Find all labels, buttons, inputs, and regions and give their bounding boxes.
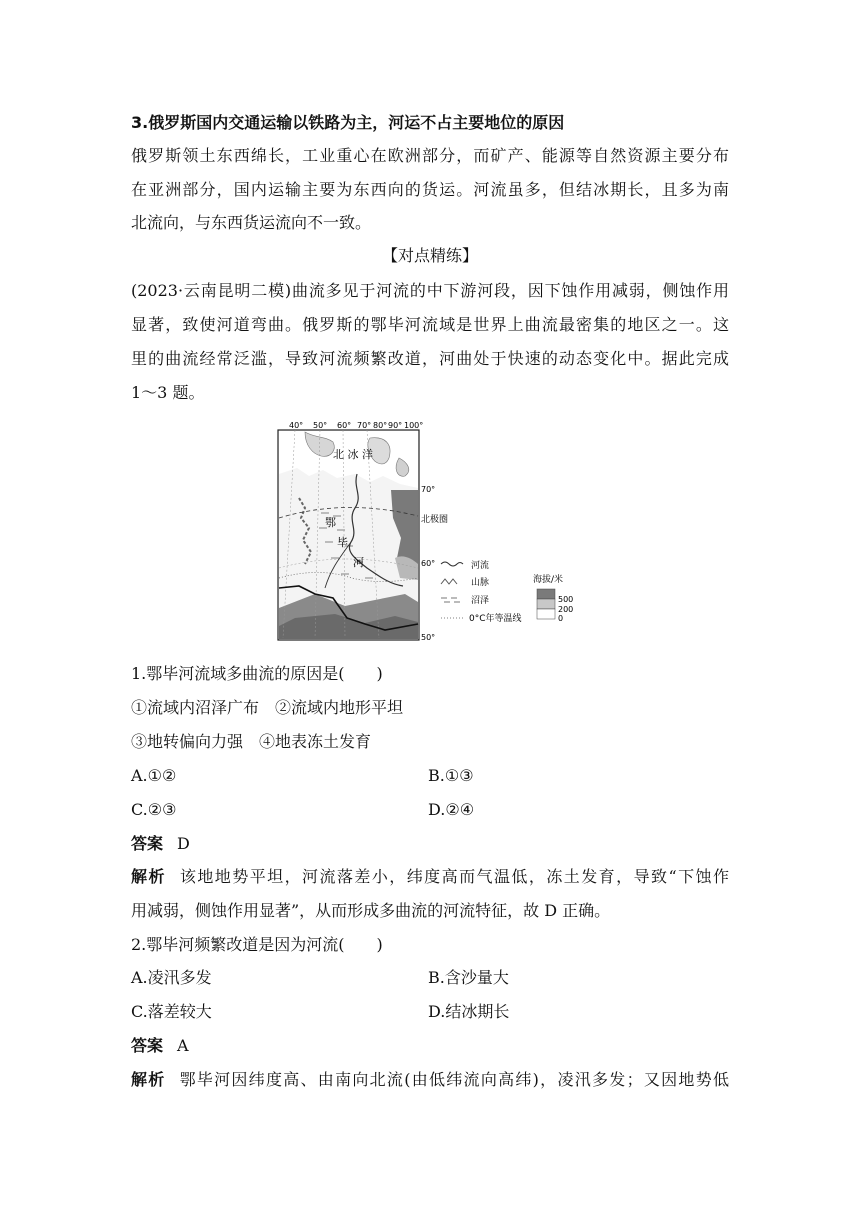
option-b: B.含沙量大	[428, 968, 509, 987]
legend-river: 河流	[471, 561, 490, 571]
lon-label: 40°	[289, 421, 304, 430]
analysis-row	[131, 1070, 729, 1090]
analysis-text: 该地地势平坦，河流落差小，纬度高而气温低，冻土发育，导致“下蚀作	[179, 867, 729, 886]
elevation-value: 0	[558, 614, 564, 623]
analysis-text: 鄂毕河因纬度高、由南向北流(由低纬流向高纬)，凌汛多发；又因地势低	[179, 1070, 729, 1089]
lon-label: 60°	[337, 421, 352, 430]
option-c: C.②③	[131, 800, 177, 819]
ob-river-map	[275, 418, 605, 643]
elevation-swatch-mid	[537, 599, 555, 609]
lon-label: 70°	[357, 421, 372, 430]
analysis-label: 解析	[131, 1070, 166, 1089]
lon-label: 50°	[313, 421, 328, 430]
map-legend	[441, 559, 573, 624]
paragraph-line: 俄罗斯领土东西绵长，工业重心在欧洲部分，而矿产、能源等自然资源主要分布	[131, 146, 729, 165]
river-name-char: 毕	[337, 536, 348, 549]
option-d: D.②④	[428, 800, 475, 819]
lat-label: 70°	[421, 485, 436, 494]
question-1-items: ①流域内沼泽广布 ②流域内地形平坦	[131, 698, 404, 717]
option-a: A.①②	[131, 766, 177, 785]
answer-row	[131, 834, 190, 854]
lon-label: 80°	[373, 421, 388, 430]
elevation-title: 海拔/米	[533, 575, 564, 585]
lon-label: 90°	[388, 421, 403, 430]
analysis-row	[131, 867, 729, 887]
question-1-stem: 1.鄂毕河流域多曲流的原因是( )	[131, 664, 383, 683]
option-c: C.落差较大	[131, 1002, 212, 1021]
ocean-label: 北 冰 洋	[333, 448, 373, 461]
mountain-legend-icon	[441, 579, 457, 584]
elevation-swatch-high	[537, 589, 555, 599]
intro-line: 1～3 题。	[131, 383, 205, 402]
river-legend-icon	[441, 562, 463, 566]
lat-label: 50°	[421, 633, 436, 642]
lat-label: 60°	[421, 559, 436, 568]
intro-line: 里的曲流经常泛滥，导致河流频繁改道，河曲处于快速的动态变化中。据此完成	[131, 349, 729, 368]
elevation-value: 200	[558, 605, 574, 614]
answer-value: D	[177, 834, 190, 853]
legend-mountain: 山脉	[471, 578, 490, 588]
intro-line: 显著，致使河道弯曲。俄罗斯的鄂毕河流域是世界上曲流最密集的地区之一。这	[131, 315, 729, 334]
river-name-char: 河	[353, 556, 364, 569]
section-heading: 3.俄罗斯国内交通运输以铁路为主，河运不占主要地位的原因	[131, 113, 565, 132]
arctic-circle-label: 北极圈	[421, 515, 449, 525]
answer-label: 答案	[131, 834, 164, 853]
option-b: B.①③	[428, 766, 474, 785]
elevation-value: 500	[558, 595, 574, 604]
intro-line: (2023·云南昆明二模)曲流多见于河流的中下游河段，因下蚀作用减弱，侧蚀作用	[131, 281, 729, 300]
elevation-swatch-low	[537, 609, 555, 619]
answer-row	[131, 1036, 189, 1056]
answer-label: 答案	[131, 1036, 164, 1055]
question-1-items: ③地转偏向力强 ④地表冻土发育	[131, 732, 372, 751]
lon-label: 100°	[404, 421, 424, 430]
answer-value: A	[177, 1036, 189, 1055]
paragraph-line: 在亚洲部分，国内运输主要为东西向的货运。河流虽多，但结冰期长，且多为南	[131, 180, 729, 199]
river-name-char: 鄂	[325, 516, 336, 529]
option-a: A.凌汛多发	[131, 968, 212, 987]
option-d: D.结冰期长	[428, 1002, 510, 1021]
legend-isotherm: 0°C年等温线	[469, 614, 522, 624]
swamp-legend-icon	[441, 598, 460, 602]
analysis-text: 用减弱，侧蚀作用显著”，从而形成多曲流的河流特征，故 D 正确。	[131, 901, 611, 920]
practice-title: 【对点精练】	[381, 246, 478, 265]
paragraph-line: 北流向，与东西货运流向不一致。	[131, 213, 372, 232]
question-2-stem: 2.鄂毕河频繁改道是因为河流( )	[131, 935, 383, 954]
legend-swamp: 沼泽	[471, 596, 490, 606]
analysis-label: 解析	[131, 867, 166, 886]
